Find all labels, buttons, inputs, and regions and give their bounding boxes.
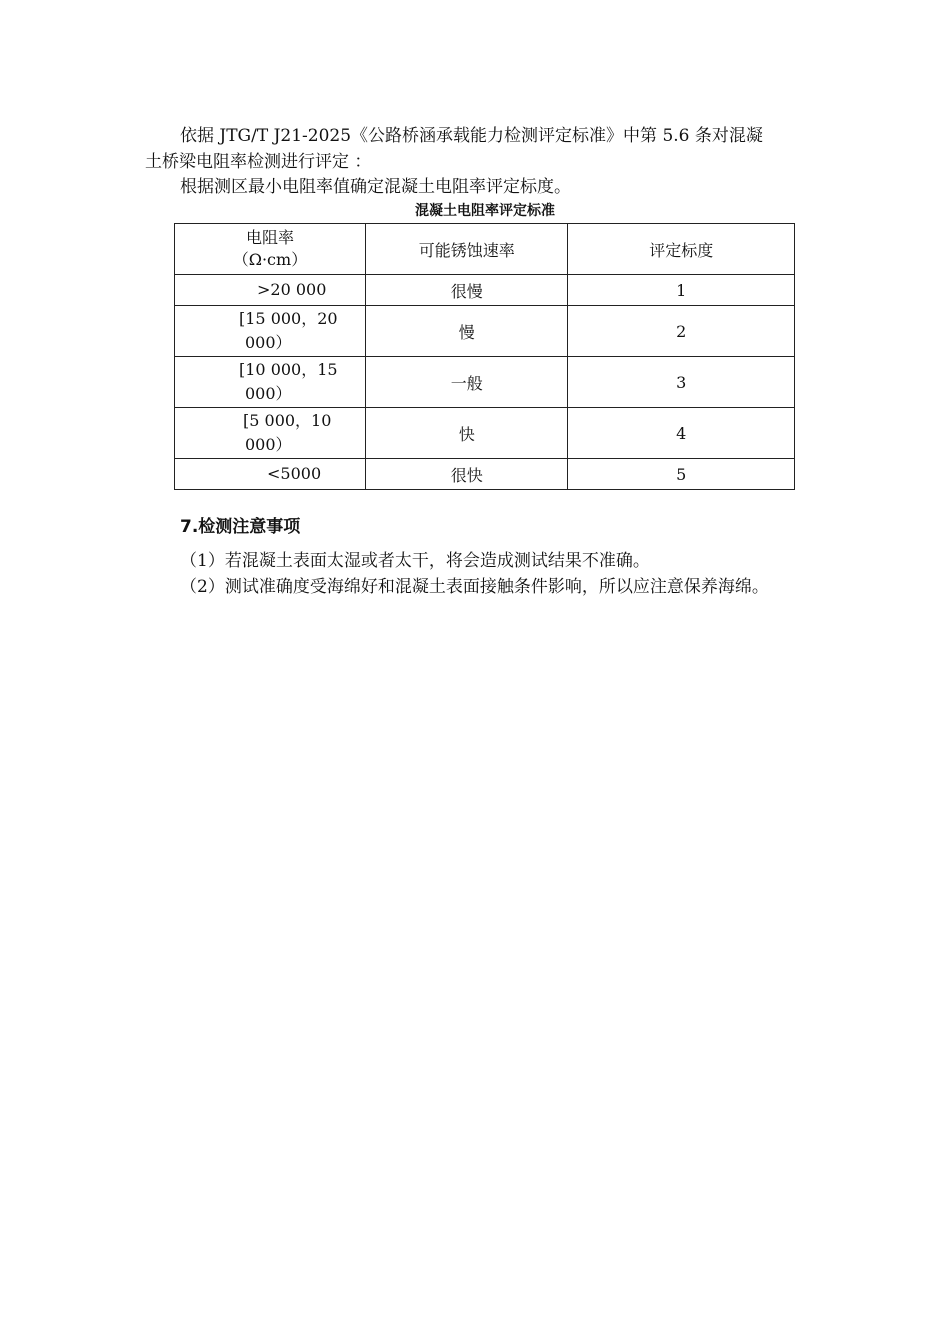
table-title: 混凝土电阻率评定标准 [415,203,555,219]
table-row [175,357,795,408]
rate-cell: 很快 [365,459,568,490]
table-header-row [175,224,795,275]
table-row [175,408,795,459]
resistivity-cell: [10 000，15 000） [175,357,366,408]
intro-paragraph-line-1: 依据 JTG/T J21-2025《公路桥涵承载能力检测评定标准》中第 5.6 条对混凝 [180,126,763,146]
resistivity-cell: [15 000，20 000） [175,306,366,357]
rate-cell: 很慢 [365,275,568,306]
scale-cell: 4 [568,408,795,459]
rate-cell: 一般 [365,357,568,408]
table-row [175,306,795,357]
section-heading: 7.检测注意事项 [180,517,301,537]
scale-cell: 2 [568,306,795,357]
resistivity-cell: [5 000，10 000） [175,408,366,459]
rate-cell: 快 [365,408,568,459]
header-resistivity-unit: （Ω·cm） [232,250,308,269]
scale-cell: 5 [568,459,795,490]
header-resistivity-label: 电阻率 [245,228,294,247]
header-scale: 评定标度 [568,224,795,275]
header-resistivity [175,224,366,275]
resistivity-cell: <5000 [175,459,366,490]
scale-cell: 3 [568,357,795,408]
scale-cell: 1 [568,275,795,306]
note-item: （2）测试准确度受海绵好和混凝土表面接触条件影响，所以应注意保养海绵。 [180,577,769,597]
resistivity-standard-table [174,223,795,490]
intro-paragraph-line-3: 根据测区最小电阻率值确定混凝土电阻率评定标度。 [180,177,571,197]
rate-cell: 慢 [365,306,568,357]
table-row [175,459,795,490]
header-corrosion-rate: 可能锈蚀速率 [365,224,568,275]
table-row [175,275,795,306]
resistivity-cell: >20 000 [175,275,366,306]
intro-paragraph-line-2: 土桥梁电阻率检测进行评定 ： [145,152,372,172]
note-item: （1）若混凝土表面太湿或者太干，将会造成测试结果不准确。 [180,551,650,571]
